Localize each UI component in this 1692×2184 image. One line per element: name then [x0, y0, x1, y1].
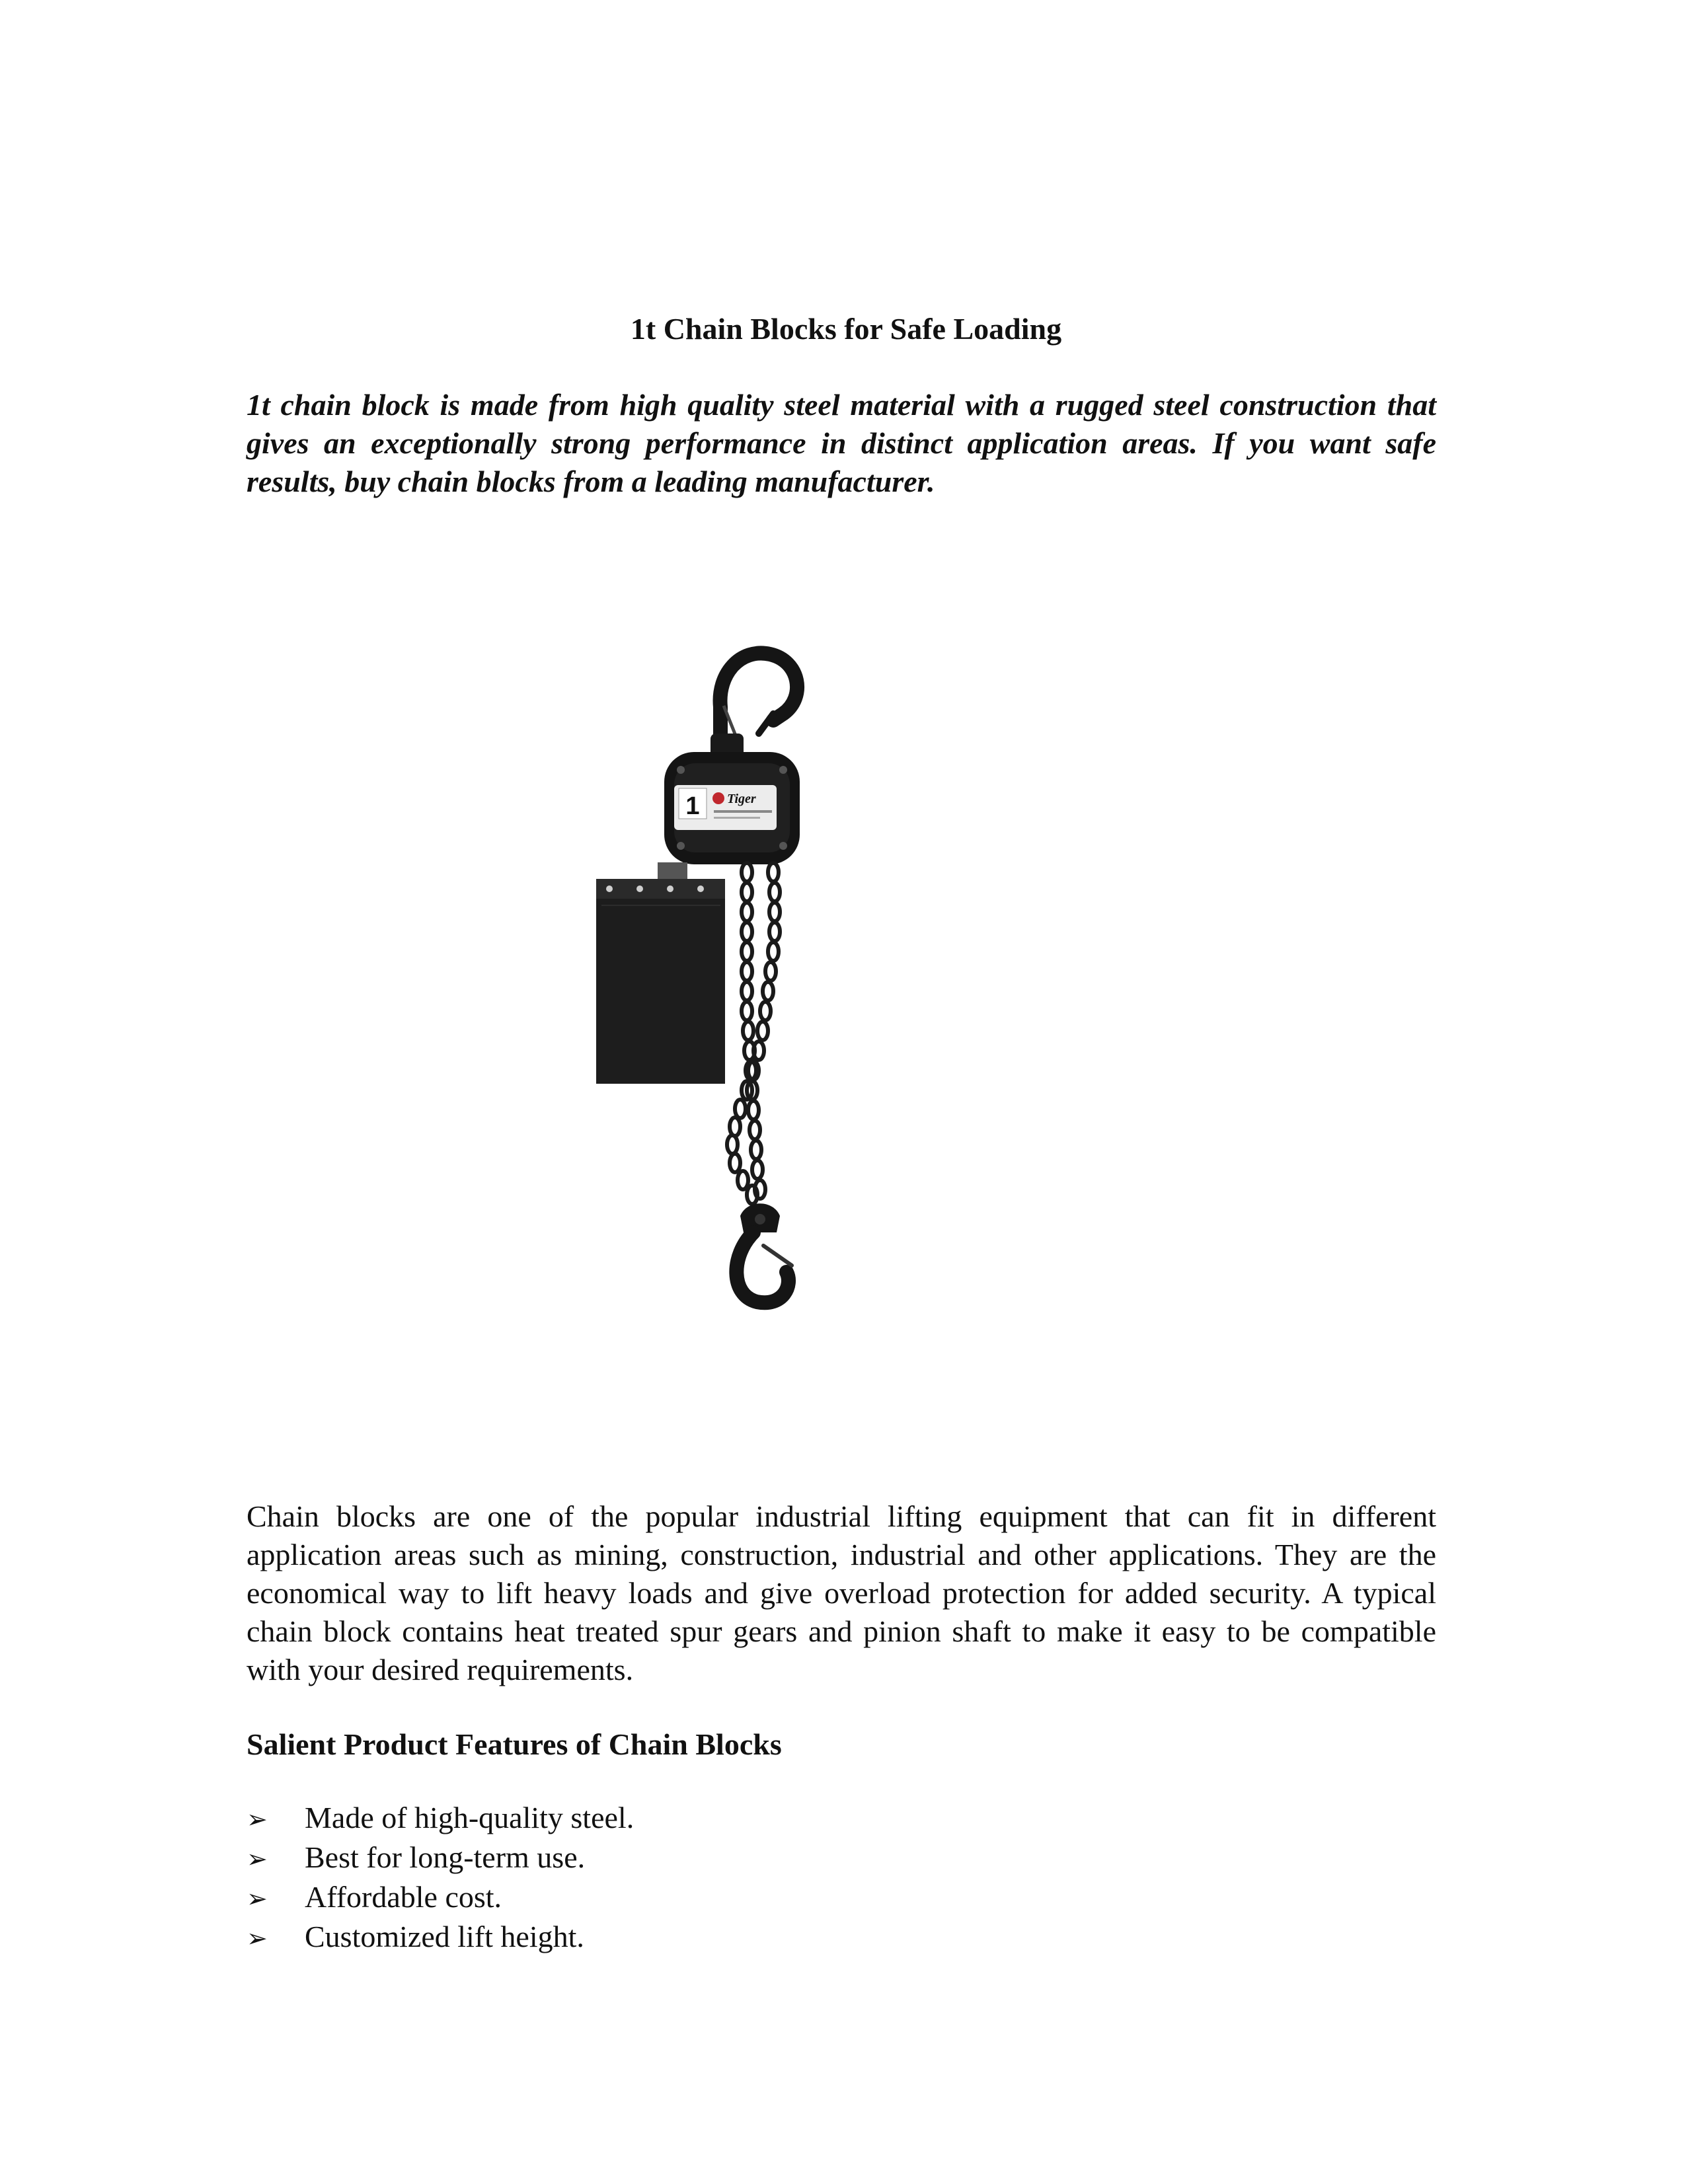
list-item [247, 1878, 634, 1918]
list-item [247, 1799, 634, 1838]
brand-label: Tiger [727, 792, 756, 806]
hoist-body [664, 752, 800, 864]
feature-text: Affordable cost. [305, 1880, 502, 1914]
page-title: 1t Chain Blocks for Safe Loading [630, 312, 1062, 346]
features-heading: Salient Product Features of Chain Blocks [247, 1727, 782, 1761]
top-hook-icon [711, 653, 797, 760]
list-item [247, 1918, 634, 1957]
feature-text: Made of high-quality steel. [305, 1801, 634, 1834]
capacity-label: 1 [685, 792, 700, 820]
body-paragraph: Chain blocks are one of the popular industrial lifting equipment that can fit in different application areas such as mining, construction, industrial and other applications. They are the economical way to lift heavy loads and give overload protection for added security. A typical chain block contains heat treated spur gears and pinion shaft to make it easy to be compatible with your desired requirements. [247, 1499, 1436, 1686]
features-list [247, 1799, 634, 1957]
feature-text: Customized lift height. [305, 1920, 584, 1953]
bullet-arrow-icon: ➢ [247, 1805, 268, 1834]
intro-paragraph: 1t chain block is made from high quality steel material with a rugged steel construction that gives an exceptionally strong performance in distinct application areas. If you want safe results, buy chain blocks from a leading manufacturer. [247, 388, 1436, 498]
bullet-arrow-icon: ➢ [247, 1844, 268, 1873]
chain-block-product-image [582, 634, 846, 1374]
bullet-arrow-icon: ➢ [247, 1924, 268, 1953]
chain-bag [596, 862, 725, 1084]
feature-text: Best for long-term use. [305, 1840, 586, 1874]
load-chain [742, 863, 765, 1199]
bullet-arrow-icon: ➢ [247, 1884, 268, 1913]
bottom-hook-icon [736, 1203, 792, 1302]
list-item [247, 1838, 634, 1878]
